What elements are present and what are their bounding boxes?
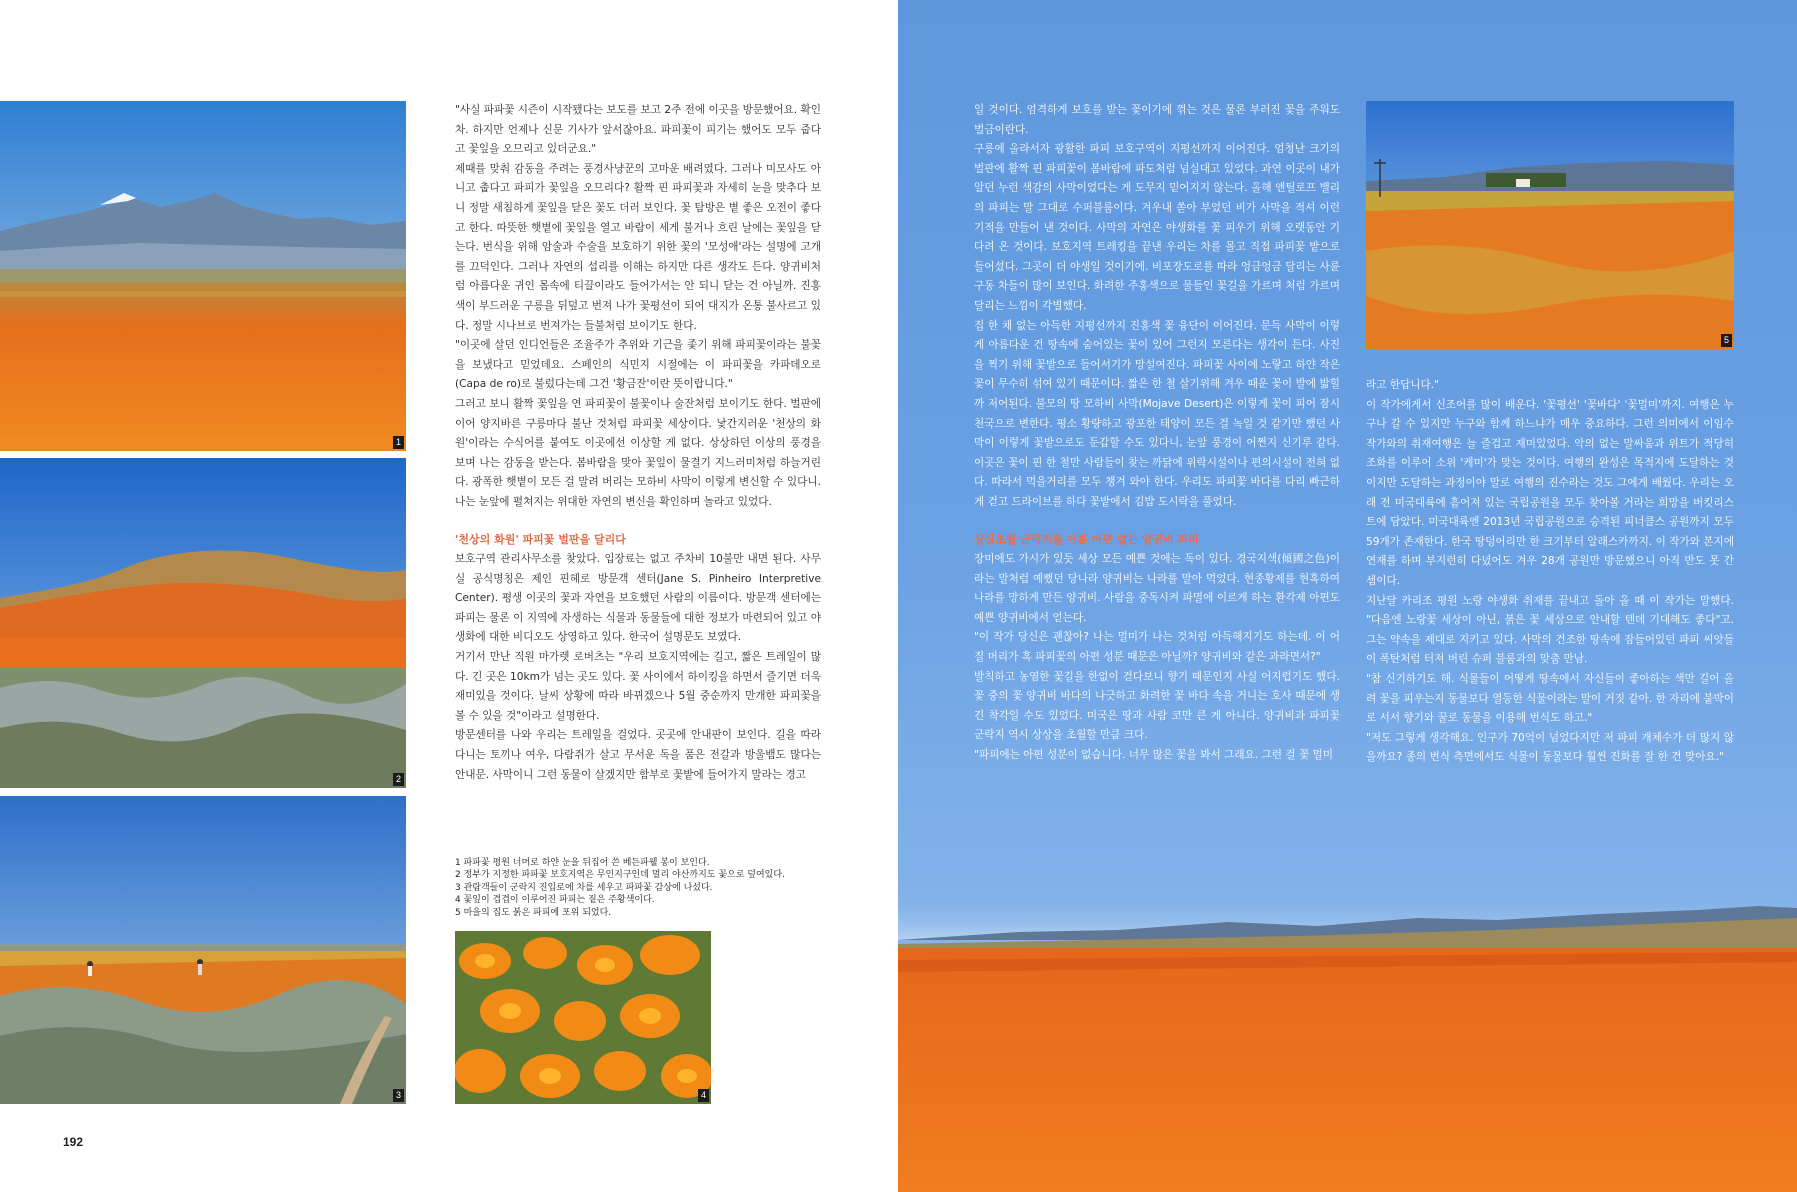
- paragraph: "이 작가 당신은 괜찮아? 나는 멀미가 나는 것처럼 아득해지기도 하는데. 이 어질 머리가 혹 파피꽃의 아편 성분 때문은 아닐까? 양귀비와 같은 과라면서?": [974, 631, 1340, 664]
- article-column-1: [455, 101, 821, 785]
- paragraph: 라고 한답니다.": [1366, 379, 1440, 391]
- article-column-3: [1366, 376, 1734, 768]
- paragraph: 구릉에 올라서자 광활한 파피 보호구역이 지평선까지 이어진다. 엄청난 크기의 벌판에 활짝 핀 파피꽃이 봄바람에 파도처럼 넘실대고 있었다. 과연 이곳이 내가 알던 누런 색감의 사막이었다는 게 도무지 믿어지지 않는다. 올해 앤틸로프 밸리의 파피는 말 그대로 수퍼블룸이다. 겨우내 쏟아 부었던 비가 사막을 적셔 이런 기적을 만들어 낸 것이다. 사막의 자연은 야생화를 꽃 피우기 위해 오랫동안 기다려 온 것이다. 보호지역 트레킹을 끝낸 우리는 차를 몰고 직접 파피꽃 밭으로 들어섰다. 그곳이 더 야생일 것이기에. 비포장도로를 따라 엉금엉금 달리는 사륜구동 차들이 많이 보인다. 화려한 주홍색으로 물들인 꽃길을 가르며 처럼 가르며 달리는 느낌이 각별했다.: [974, 143, 1340, 312]
- paragraph: 제때를 맞춰 감동을 주려는 풍경사냥꾼의 고마운 배려였다. 그러나 미모사도 아니고 춥다고 파피가 꽃잎을 오므리다? 활짝 핀 파피꽃과 자세히 눈을 맞추다 보니 정말 새침하게 꽃잎을 닫은 꽃도 더러 보인다. 꽃 탐방은 볕 좋은 오전이 좋다고 한다. 따뜻한 햇볕에 꽃잎을 열고 바람이 세게 불거나 흐린 날에는 꽃잎을 닫는다. 번식을 위해 암술과 수술을 보호하기 위한 꽃의 '모성애'라는 설명에 고개를 끄덕인다. 그러나 자연의 섭리를 이해는 하지만 다른 생각도 든다. 양귀비처럼 아름다운 귀인 몸속에 티끌이라도 들어가서는 안 되니 닫는 건 아닐까. 진홍색이 부드러운 구릉을 뒤덮고 번져 나가 꽃평선이 되어 대지가 온통 불사르고 있다. 정말 시나브로 번져가는 들불처럼 보이기도 한다.: [455, 162, 821, 332]
- photo-4-poppy-closeup: [455, 931, 711, 1104]
- paragraph: "사실 파파꽃 시즌이 시작됐다는 보도를 보고 2주 전에 이곳을 방문했어요. 확인 차. 하지만 언제나 신문 기사가 앞서잖아요. 파피꽃이 피기는 했어도 모두 줍다고 꽃잎을 오므리고 있더군요.": [455, 104, 821, 156]
- paragraph: "이곳에 살던 인디언들은 조율주가 추위와 기근을 좇기 위해 파피꽃이라는 불꽃을 보냈다고 믿었데요. 스페인의 식민지 시절에는 이 파피꽃을 카파데오로(Capa de ro)로 불렀다는데 그건 '황금잔'이란 뜻이랍니다.": [455, 339, 821, 391]
- page-number: 192: [63, 1135, 84, 1149]
- photo-label-3: 3: [393, 1089, 404, 1102]
- paragraph: "파피에는 아편 성분이 없습니다. 너무 많은 꽃을 봐서 그래요. 그런 걸 꽃 멀미: [974, 749, 1334, 761]
- photo-1-mountain-poppy-field: [0, 101, 406, 451]
- paragraph: 방문센터를 나와 우리는 트레일을 걸었다. 곳곳에 안내판이 보인다. 길을 따라 다니는 토끼나 여우, 다람쥐가 살고 무서운 독을 품은 전갈과 방울뱀도 많다는 안내문. 사막이니 그런 동물이 살겠지만 함부로 꽃밭에 들어가지 말라는 경고: [455, 729, 821, 781]
- photo-label-5: 5: [1721, 334, 1732, 347]
- paragraph: 지난달 카리조 평원 노랑 야생화 취재를 끝내고 돌아 올 때 이 작가는 말했다. "다음엔 노랑꽃 세상이 아닌, 붉은 꽃 세상으로 안내할 텐데 기대해도 좋다"고. 그는 약속을 제대로 지키고 있다. 사막의 건조한 땅속에 잠들어있던 파피 씨앗들이 폭탄처럼 터져 버린 슈퍼 블룸과의 맞춤 만남.: [1366, 594, 1734, 666]
- panorama-poppy-field: [898, 900, 1797, 1192]
- paragraph: "저도 그렇게 생각해요. 인구가 70억이 넘었다지만 저 파피 개체수가 더 많지 않을까요? 종의 번식 측면에서도 식물이 동물보다 훨씬 진화를 잘 한 건 맞아요.": [1366, 731, 1734, 764]
- paragraph: 일 것이다. 엄격하게 보호를 받는 꽃이기에 꺾는 것은 물론 부러진 꽃을 주워도 벌금이란다.: [974, 104, 1340, 136]
- photo-label-4: 4: [698, 1089, 709, 1102]
- caption-1: 1 파파꽃 평원 너머로 하얀 눈을 뒤집어 쓴 베든파웰 봉이 보인다.: [455, 858, 710, 868]
- left-page: [0, 0, 898, 1192]
- paragraph: 거기서 만난 직원 마가렛 로버츠는 "우리 보호지역에는 길고, 짧은 트레일이 많다. 긴 곳은 10km가 넘는 곳도 있다. 꽃 사이에서 하이킹을 하면서 즐기면 더욱 재미있을 것이다. 날씨 상황에 따라 바뀌겠으나 5월 중순까지 만개한 파피꽃을 볼 수 있을 것"이라고 설명한다.: [455, 651, 821, 722]
- paragraph: 보호구역 관리사무소를 찾았다. 입장료는 없고 주차비 10불만 내면 된다. 사무실 공식명칭은 제인 핀헤로 방문객 센터(Jane S. Pinheiro Interpretive Center). 평생 이곳의 꽃과 자연을 보호했던 사람의 이름이다. 방문객 센터에는 파피는 물론 이 지역에 자생하는 식물과 동물들에 대한 정보가 마련되어 있고 야생화에 대한 비디오도 상영하고 있다. 한국어 설명문도 보였다.: [455, 553, 821, 644]
- photo-label-1: 1: [393, 436, 404, 449]
- paragraph: 발칙하고 농염한 꽃길을 한없이 걷다보니 향기 때문인지 사실 어지럽기도 했다. 꽃 중의 꽃 양귀비 바다의 나긋하고 화려한 꽃 바다 속을 거니는 호사 때문에 생긴 착각일 수도 있었다. 미국은 땅과 사람 코만 큰 게 아니다. 양귀비과 파피꽃 군락지 역시 상상을 초월할 만큼 크다.: [974, 670, 1340, 742]
- photo-label-2: 2: [393, 773, 404, 786]
- paragraph: "참 신기하기도 해. 식물들이 어떻게 땅속에서 자신들이 좋아하는 색만 길어 올려 꽃을 피우는지 동물보다 열등한 식물이라는 말이 거짓 같아. 한 자리에 붙박이로 서서 향기와 꿀로 동물을 이용해 번식도 하고.": [1366, 672, 1734, 725]
- paragraph: 그러고 보니 활짝 꽃잎을 연 파피꽃이 불꽃이나 술잔처럼 보이기도 한다. 벌판에 이어 양지바른 구릉마다 불난 것처럼 파피꽃 세상이다. 낯간지러운 '천상의 화원'이라는 수식어를 붙여도 이곳에선 이상할 게 없다. 상상하던 이상의 풍경을 보며 나는 감동을 받는다. 봄바람을 맞아 꽃잎이 물결기 지느러미처럼 하늘거린다. 광폭한 햇볕이 모든 걸 말려 버리는 모하비 사막이 이렇게 변신할 수 있다니. 나는 눈앞에 펼쳐지는 위대한 자연의 변신을 확인하며 놀라고 있었다.: [455, 397, 821, 508]
- paragraph: 집 한 채 없는 아득한 지평선까지 진홍색 꽃 융단이 이어진다. 문득 사막이 이렇게 아름다운 건 땅속에 숨어있는 꽃이 있어 그런지 모른다는 생각이 든다. 사진을 찍기 위해 꽃밭으로 들어서기가 망설여진다. 파피꽃 사이에 노랗고 하얀 작은 꽃이 무수히 섞여 있기 때문이다. 짧은 한 철 살기위해 겨우 때운 꽃이 발에 밟힐까 저어된다. 불모의 땅 모하비 사막(Mojave Desert)은 이렇게 꽃이 피어 잠시 천국으로 변한다. 평소 황량하고 광포한 태양이 모든 걸 녹일 것 같기만 했던 사막이 이렇게 꽃밭으로도 둔갑할 수도 있다니, 눈앞 풍경이 어쩐지 신기루 같다. 이곳은 꽃이 핀 한 철만 사람들이 찾는 까닭에 위락시설이나 편의시설이 전혀 없다. 따라서 먹을거리를 모두 챙겨 와야 한다. 우리도 파피꽃 바다를 다리 빠근하게 걷고 드라이브를 하다 꽃밭에서 김밥 도시락을 풀었다.: [974, 319, 1340, 508]
- photo-5-house-in-poppies: [1366, 101, 1734, 349]
- right-page: [898, 0, 1797, 1192]
- paragraph: 이 작가에게서 신조어를 많이 배운다. '꽃평선' '꽃바다' '꽃멀미'까지. 여행은 누구나 갈 수 있지만 누구와 함께 하느냐가 매우 중요하다. 그런 의미에서 이임수 작가와의 취재여행은 늘 즐겁고 재미있었다. 악의 없는 말싸움과 위트가 적당히 조화를 이루어 소위 '케미'가 맞는 것이다. 여행의 완성은 목적지에 도달하는 것이지만 도달하는 과정이야 말로 여행의 진수라는 것도 그에게 배웠다. 우리는 오래 전 미국대륙에 흩어져 있는 국립공원을 모두 찾아볼 거라는 희망을 버킷리스트에 담았다. 미국대륙엔 2013년 국립공원으로 승격된 피너클스 공원까지 모두 59개가 존재한다. 한국 땅덩어리만 한 크기부터 알래스카까지. 이 작가와 본지에 연재를 하며 부지런히 다녔어도 겨우 28개 공원만 방문했으니 아직 반도 못 간 셈이다.: [1366, 398, 1734, 587]
- photo-2-hill-poppy-field: [0, 458, 406, 788]
- caption-3: 3 관람객들이 군락지 진입로에 차를 세우고 파파꽃 감상에 나섰다.: [455, 882, 713, 893]
- section-heading: 상상초월 군락지를 이룬 아편 없는 양귀비 파피: [974, 533, 1199, 547]
- paragraph: 장미에도 가시가 있듯 세상 모든 예쁜 것에는 독이 있다. 경국지색(傾國之色)이라는 말처럼 예뻤던 당나라 양귀비는 나라를 말아 먹었다. 현종황제를 현혹하여 나라를 망하게 만든 양귀비. 사람을 중독시켜 파멸에 이르게 하는 환각제 아편도 예쁜 양귀비에서 얻는다.: [974, 553, 1340, 624]
- article-column-2: [974, 101, 1340, 766]
- caption-4: 4 꽃잎이 겹겹이 이루어진 파피는 짙은 주황색이다.: [455, 895, 655, 906]
- section-heading: '천상의 화원' 파피꽃 벌판을 달리다: [455, 533, 626, 547]
- caption-5: 5 마을의 집도 붉은 파피에 포위 되었다.: [455, 907, 612, 918]
- photo-3-visitors-trail: [0, 796, 406, 1104]
- caption-2: 2 정부가 지정한 파파꽃 보호지역은 무인지구인데 멀리 야산까지도 꽃으로 덮여있다.: [455, 870, 785, 881]
- photo-captions: [455, 857, 815, 919]
